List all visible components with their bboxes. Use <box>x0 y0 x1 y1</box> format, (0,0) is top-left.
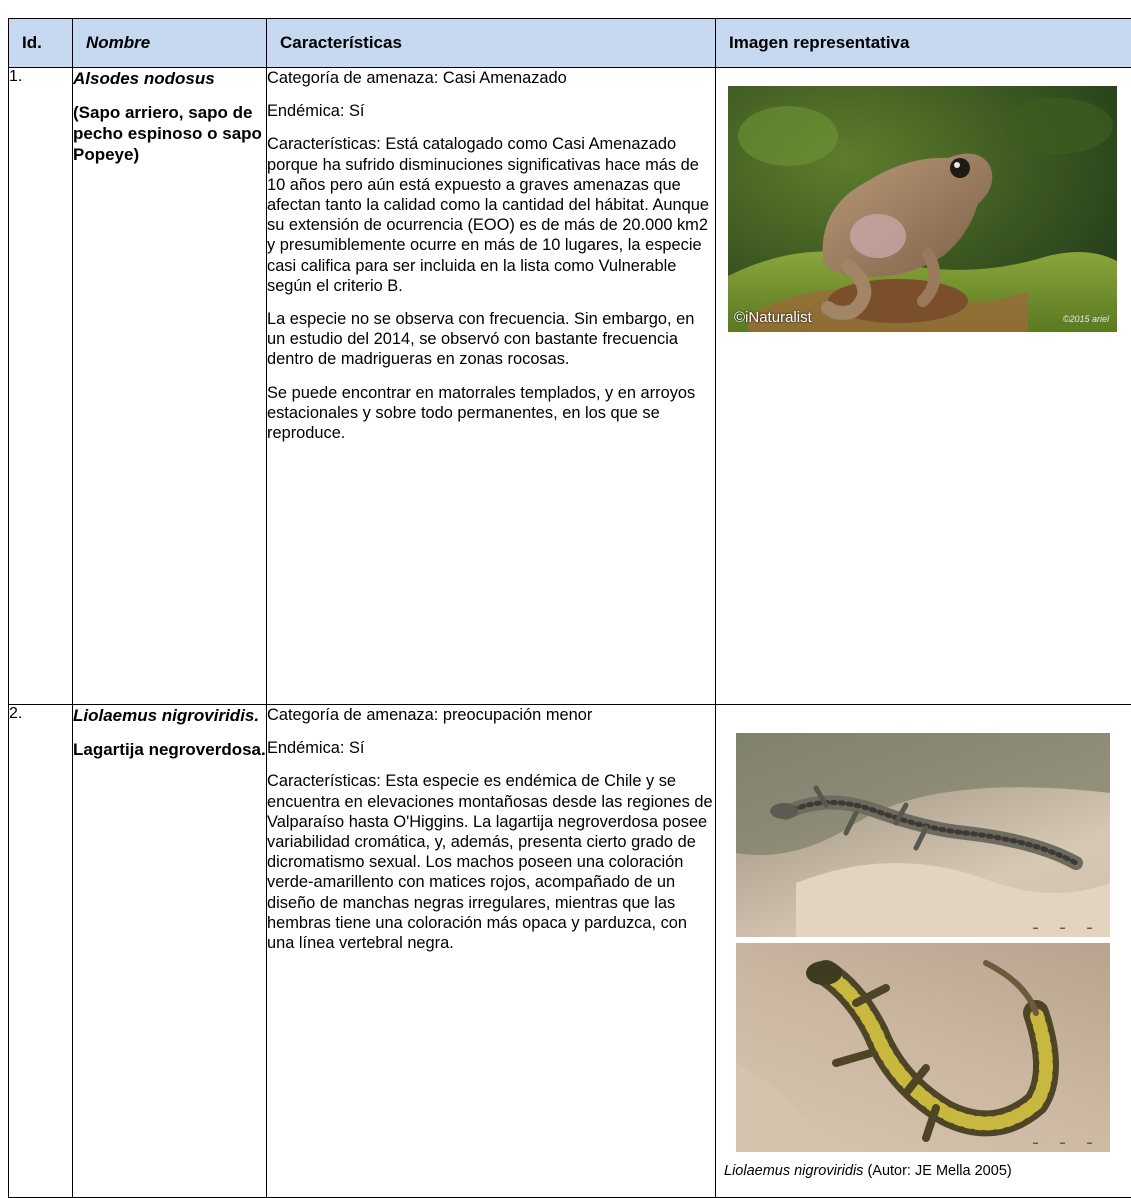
header-image: Imagen representativa <box>716 19 1131 68</box>
common-name: Lagartija negroverdosa. <box>73 739 266 760</box>
header-name: Nombre <box>73 19 267 68</box>
caption-species: Liolaemus nigroviridis <box>724 1163 863 1179</box>
characteristic-paragraph: Características: Está catalogado como Casi Amenazado porque ha sufrido disminuciones significativas hace más de 10 años pero aún está expuesto a graves amenazas que afectan tanto la calidad como la cantidad del hábitat. Aunque su extensión de ocurrencia (EOO) es de más de 20.000 km2 y presumiblemente ocurre en más de 10 lugares, la especie casi califica para ser incluida en la lista como Vulnerable según el criterio B. <box>267 134 715 296</box>
row-id: 2. <box>9 705 73 1198</box>
lizard-photo-top <box>736 733 1110 937</box>
lizard-illustration-bottom <box>736 943 1110 1152</box>
characteristic-paragraph: Se puede encontrar en matorrales templados, y en arroyos estacionales y sobre todo permanentes, en los que se reproduce. <box>267 383 715 444</box>
characteristic-paragraph: Categoría de amenaza: preocupación menor <box>267 705 715 725</box>
caption-author: (Autor: JE Mella 2005) <box>863 1163 1011 1179</box>
frog-photo <box>728 86 1117 332</box>
lizard-illustration-top <box>736 733 1110 937</box>
frog-illustration <box>728 86 1117 332</box>
image-credit: ©iNaturalist <box>734 309 812 326</box>
image-cell <box>716 68 1131 705</box>
lizard-photo-bottom <box>736 943 1110 1152</box>
characteristic-paragraph: Categoría de amenaza: Casi Amenazado <box>267 68 715 88</box>
header-characteristics: Características <box>267 19 716 68</box>
image-caption <box>724 1163 1012 1179</box>
image-credit-small: ©2015 ariel <box>1063 314 1109 324</box>
scientific-name: Liolaemus nigroviridis. <box>73 705 266 726</box>
table-row <box>9 705 1131 1198</box>
characteristic-paragraph: La especie no se observa con frecuencia. Sin embargo, en un estudio del 2014, se observó con bastante frecuencia dentro de madrigueras en zonas rocosas. <box>267 309 715 370</box>
row-id: 1. <box>9 68 73 705</box>
header-id: Id. <box>9 19 73 68</box>
scale-bar: ━ ━ ━ <box>1033 1139 1102 1148</box>
characteristics-cell <box>267 68 716 705</box>
species-table <box>8 18 1131 1198</box>
characteristic-paragraph: Endémica: Sí <box>267 101 715 121</box>
row-name-cell <box>73 705 267 1198</box>
characteristic-paragraph: Características: Esta especie es endémica de Chile y se encuentra en elevaciones montañosas desde las regiones de Valparaíso hasta O'Higgins. La lagartija negroverdosa posee variabilidad cromática, y, además, presenta cierto grado de dicromatismo sexual. Los machos poseen una coloración verde-amarillento con matices rojos, acompañado de un diseño de manchas negras irregulares, mientras que las hembras tiene una coloración más opaca y parduzca, con una línea vertebral negra. <box>267 771 715 953</box>
scientific-name: Alsodes nodosus <box>73 68 266 89</box>
common-name: (Sapo arriero, sapo de pecho espinoso o sapo Popeye) <box>73 102 266 165</box>
scale-bar: ━ ━ ━ <box>1033 924 1102 933</box>
row-name-cell <box>73 68 267 705</box>
image-cell <box>716 705 1131 1198</box>
table-row <box>9 68 1131 705</box>
characteristics-cell <box>267 705 716 1198</box>
table-header-row <box>9 19 1131 68</box>
characteristic-paragraph: Endémica: Sí <box>267 738 715 758</box>
